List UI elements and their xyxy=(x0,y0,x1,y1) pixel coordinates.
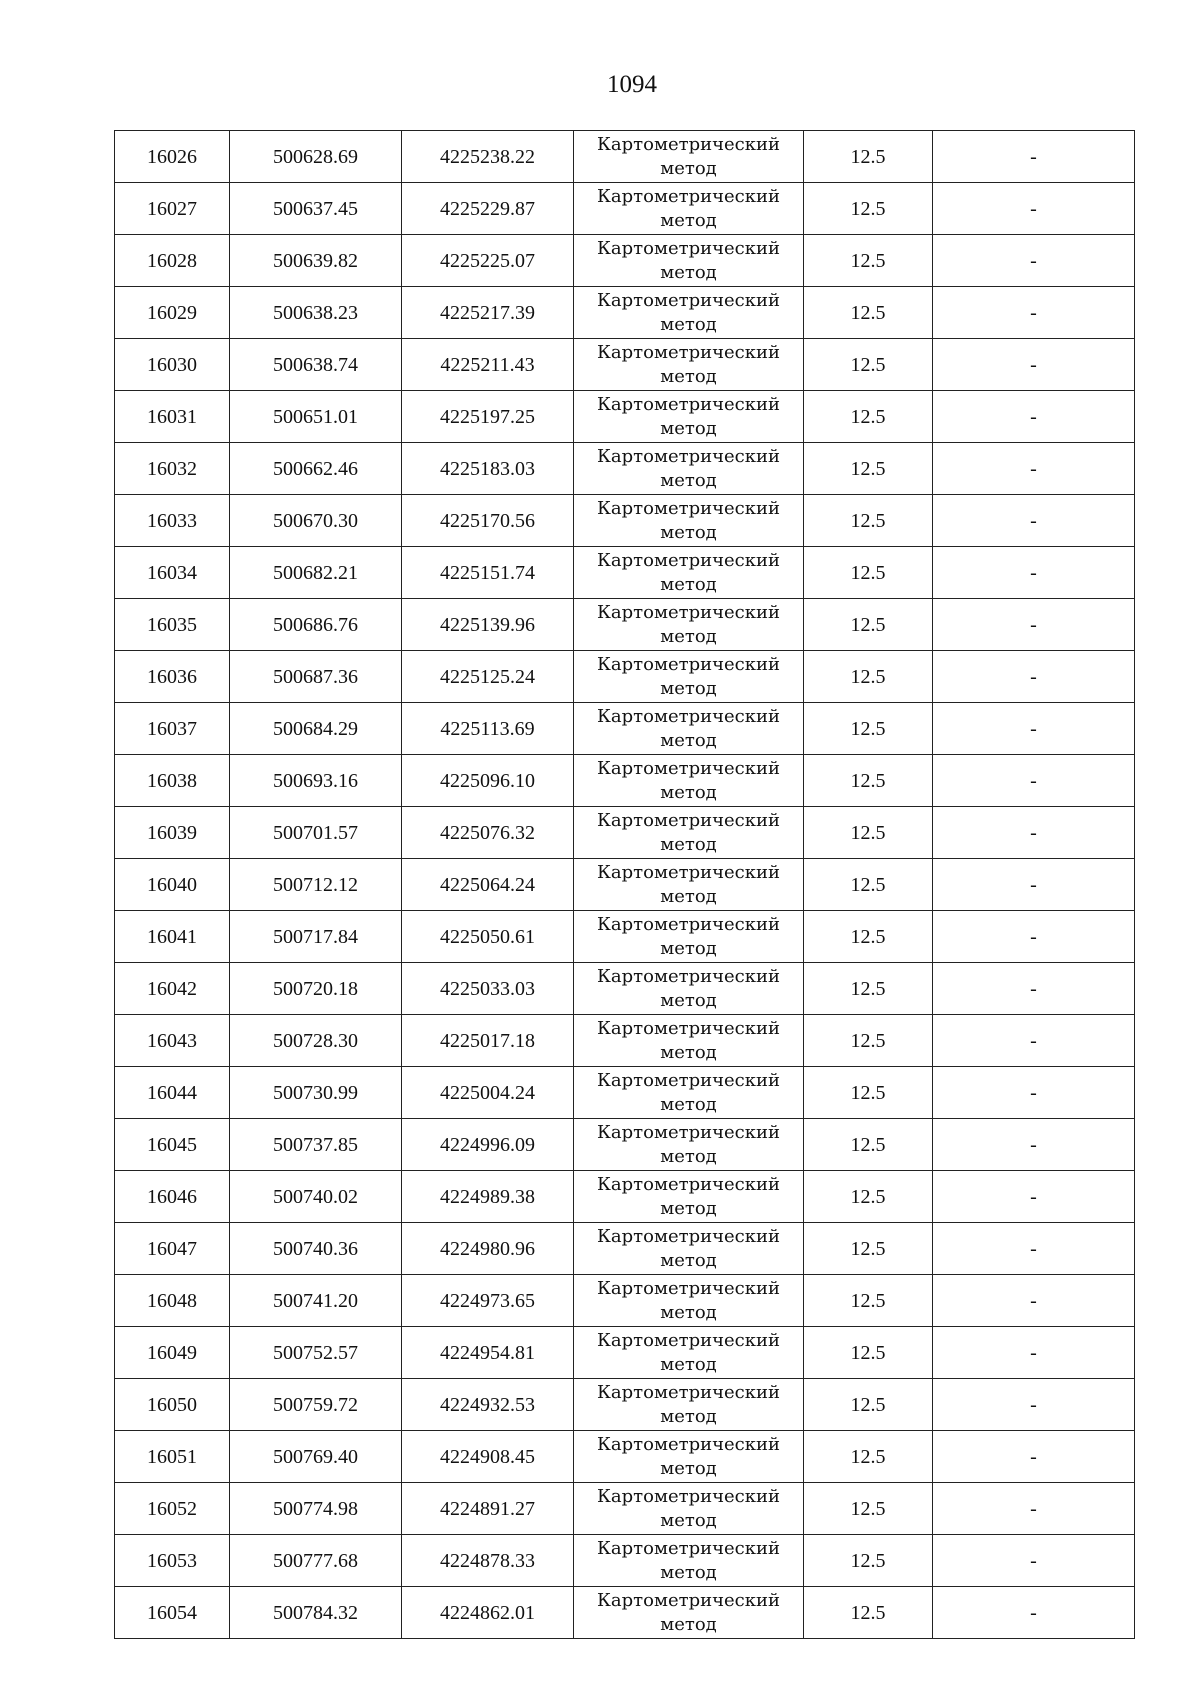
note-cell: - xyxy=(933,1587,1135,1639)
point-id-cell: 16026 xyxy=(115,131,230,183)
note-cell: - xyxy=(933,1483,1135,1535)
method-cell xyxy=(574,1587,804,1639)
accuracy-cell: 12.5 xyxy=(804,391,933,443)
method-cell xyxy=(574,1327,804,1379)
accuracy-cell: 12.5 xyxy=(804,859,933,911)
note-cell: - xyxy=(933,131,1135,183)
y-coordinate-cell: 4225139.96 xyxy=(402,599,574,651)
x-coordinate-cell: 500638.74 xyxy=(230,339,402,391)
note-cell: - xyxy=(933,859,1135,911)
method-cell xyxy=(574,1379,804,1431)
method-cell xyxy=(574,183,804,235)
y-coordinate-cell: 4225238.22 xyxy=(402,131,574,183)
note-cell: - xyxy=(933,1535,1135,1587)
point-id-cell: 16050 xyxy=(115,1379,230,1431)
method-line-1: Картометрический xyxy=(597,602,780,623)
method-line-1: Картометрический xyxy=(597,1070,780,1091)
method-cell xyxy=(574,651,804,703)
accuracy-cell: 12.5 xyxy=(804,1223,933,1275)
method-line-1: Картометрический xyxy=(597,290,780,311)
accuracy-cell: 12.5 xyxy=(804,131,933,183)
point-id-cell: 16027 xyxy=(115,183,230,235)
accuracy-cell: 12.5 xyxy=(804,1275,933,1327)
method-line-1: Картометрический xyxy=(597,1538,780,1559)
x-coordinate-cell: 500784.32 xyxy=(230,1587,402,1639)
table-row xyxy=(115,391,1135,443)
x-coordinate-cell: 500628.69 xyxy=(230,131,402,183)
accuracy-cell: 12.5 xyxy=(804,339,933,391)
point-id-cell: 16045 xyxy=(115,1119,230,1171)
table-row xyxy=(115,1119,1135,1171)
x-coordinate-cell: 500638.23 xyxy=(230,287,402,339)
y-coordinate-cell: 4225096.10 xyxy=(402,755,574,807)
method-line-1: Картометрический xyxy=(597,186,780,207)
note-cell: - xyxy=(933,339,1135,391)
method-line-2: метод xyxy=(660,782,717,803)
method-line-1: Картометрический xyxy=(597,758,780,779)
x-coordinate-cell: 500774.98 xyxy=(230,1483,402,1535)
method-cell xyxy=(574,703,804,755)
method-line-2: метод xyxy=(660,366,717,387)
note-cell: - xyxy=(933,1067,1135,1119)
x-coordinate-cell: 500670.30 xyxy=(230,495,402,547)
y-coordinate-cell: 4225017.18 xyxy=(402,1015,574,1067)
point-id-cell: 16052 xyxy=(115,1483,230,1535)
method-line-1: Картометрический xyxy=(597,706,780,727)
method-line-2: метод xyxy=(660,574,717,595)
x-coordinate-cell: 500769.40 xyxy=(230,1431,402,1483)
note-cell: - xyxy=(933,1275,1135,1327)
method-line-1: Картометрический xyxy=(597,1590,780,1611)
method-line-1: Картометрический xyxy=(597,1330,780,1351)
y-coordinate-cell: 4225004.24 xyxy=(402,1067,574,1119)
note-cell: - xyxy=(933,443,1135,495)
method-line-2: метод xyxy=(660,1614,717,1635)
method-cell xyxy=(574,1067,804,1119)
table-row xyxy=(115,1275,1135,1327)
accuracy-cell: 12.5 xyxy=(804,1379,933,1431)
note-cell: - xyxy=(933,963,1135,1015)
point-id-cell: 16041 xyxy=(115,911,230,963)
accuracy-cell: 12.5 xyxy=(804,1119,933,1171)
x-coordinate-cell: 500777.68 xyxy=(230,1535,402,1587)
y-coordinate-cell: 4224989.38 xyxy=(402,1171,574,1223)
point-id-cell: 16044 xyxy=(115,1067,230,1119)
x-coordinate-cell: 500740.36 xyxy=(230,1223,402,1275)
method-line-2: метод xyxy=(660,1042,717,1063)
point-id-cell: 16049 xyxy=(115,1327,230,1379)
point-id-cell: 16038 xyxy=(115,755,230,807)
method-line-2: метод xyxy=(660,1198,717,1219)
method-line-2: метод xyxy=(660,210,717,231)
x-coordinate-cell: 500728.30 xyxy=(230,1015,402,1067)
point-id-cell: 16051 xyxy=(115,1431,230,1483)
method-cell xyxy=(574,391,804,443)
y-coordinate-cell: 4225225.07 xyxy=(402,235,574,287)
table-row xyxy=(115,1171,1135,1223)
accuracy-cell: 12.5 xyxy=(804,1587,933,1639)
point-id-cell: 16046 xyxy=(115,1171,230,1223)
table-row xyxy=(115,131,1135,183)
method-line-1: Картометрический xyxy=(597,1278,780,1299)
table-row xyxy=(115,703,1135,755)
x-coordinate-cell: 500712.12 xyxy=(230,859,402,911)
table-row xyxy=(115,287,1135,339)
method-line-1: Картометрический xyxy=(597,966,780,987)
method-cell xyxy=(574,547,804,599)
table-row xyxy=(115,1223,1135,1275)
method-cell xyxy=(574,911,804,963)
point-id-cell: 16039 xyxy=(115,807,230,859)
x-coordinate-cell: 500717.84 xyxy=(230,911,402,963)
y-coordinate-cell: 4224908.45 xyxy=(402,1431,574,1483)
x-coordinate-cell: 500637.45 xyxy=(230,183,402,235)
y-coordinate-cell: 4225125.24 xyxy=(402,651,574,703)
method-cell xyxy=(574,495,804,547)
accuracy-cell: 12.5 xyxy=(804,599,933,651)
note-cell: - xyxy=(933,1171,1135,1223)
y-coordinate-cell: 4225211.43 xyxy=(402,339,574,391)
method-cell xyxy=(574,235,804,287)
method-line-1: Картометрический xyxy=(597,446,780,467)
x-coordinate-cell: 500662.46 xyxy=(230,443,402,495)
method-line-1: Картометрический xyxy=(597,342,780,363)
method-line-2: метод xyxy=(660,314,717,335)
x-coordinate-cell: 500682.21 xyxy=(230,547,402,599)
point-id-cell: 16054 xyxy=(115,1587,230,1639)
note-cell: - xyxy=(933,391,1135,443)
method-line-2: метод xyxy=(660,1354,717,1375)
accuracy-cell: 12.5 xyxy=(804,443,933,495)
point-id-cell: 16048 xyxy=(115,1275,230,1327)
point-id-cell: 16034 xyxy=(115,547,230,599)
method-line-1: Картометрический xyxy=(597,914,780,935)
x-coordinate-cell: 500687.36 xyxy=(230,651,402,703)
accuracy-cell: 12.5 xyxy=(804,703,933,755)
note-cell: - xyxy=(933,911,1135,963)
y-coordinate-cell: 4224862.01 xyxy=(402,1587,574,1639)
x-coordinate-cell: 500639.82 xyxy=(230,235,402,287)
accuracy-cell: 12.5 xyxy=(804,547,933,599)
note-cell: - xyxy=(933,755,1135,807)
method-line-2: метод xyxy=(660,1458,717,1479)
table-row xyxy=(115,1067,1135,1119)
y-coordinate-cell: 4225183.03 xyxy=(402,443,574,495)
method-line-1: Картометрический xyxy=(597,1486,780,1507)
method-line-2: метод xyxy=(660,834,717,855)
method-line-2: метод xyxy=(660,1510,717,1531)
method-cell xyxy=(574,1119,804,1171)
y-coordinate-cell: 4225033.03 xyxy=(402,963,574,1015)
note-cell: - xyxy=(933,1223,1135,1275)
accuracy-cell: 12.5 xyxy=(804,183,933,235)
method-line-1: Картометрический xyxy=(597,238,780,259)
x-coordinate-cell: 500752.57 xyxy=(230,1327,402,1379)
point-id-cell: 16036 xyxy=(115,651,230,703)
point-id-cell: 16040 xyxy=(115,859,230,911)
method-line-2: метод xyxy=(660,1302,717,1323)
accuracy-cell: 12.5 xyxy=(804,755,933,807)
y-coordinate-cell: 4225076.32 xyxy=(402,807,574,859)
method-cell xyxy=(574,443,804,495)
x-coordinate-cell: 500737.85 xyxy=(230,1119,402,1171)
method-line-1: Картометрический xyxy=(597,394,780,415)
accuracy-cell: 12.5 xyxy=(804,1171,933,1223)
note-cell: - xyxy=(933,599,1135,651)
table-row xyxy=(115,1327,1135,1379)
x-coordinate-cell: 500730.99 xyxy=(230,1067,402,1119)
method-line-1: Картометрический xyxy=(597,1018,780,1039)
x-coordinate-cell: 500740.02 xyxy=(230,1171,402,1223)
method-cell xyxy=(574,1275,804,1327)
method-line-2: метод xyxy=(660,1146,717,1167)
method-line-2: метод xyxy=(660,730,717,751)
x-coordinate-cell: 500720.18 xyxy=(230,963,402,1015)
method-line-1: Картометрический xyxy=(597,1174,780,1195)
method-line-2: метод xyxy=(660,418,717,439)
method-cell xyxy=(574,131,804,183)
table-row xyxy=(115,183,1135,235)
y-coordinate-cell: 4224954.81 xyxy=(402,1327,574,1379)
method-cell xyxy=(574,1223,804,1275)
method-line-1: Картометрический xyxy=(597,654,780,675)
y-coordinate-cell: 4225064.24 xyxy=(402,859,574,911)
table-row xyxy=(115,1015,1135,1067)
method-line-2: метод xyxy=(660,626,717,647)
note-cell: - xyxy=(933,235,1135,287)
table-row xyxy=(115,443,1135,495)
y-coordinate-cell: 4225050.61 xyxy=(402,911,574,963)
note-cell: - xyxy=(933,807,1135,859)
method-cell xyxy=(574,1171,804,1223)
point-id-cell: 16037 xyxy=(115,703,230,755)
method-line-1: Картометрический xyxy=(597,1382,780,1403)
y-coordinate-cell: 4225113.69 xyxy=(402,703,574,755)
method-line-1: Картометрический xyxy=(597,810,780,831)
method-line-2: метод xyxy=(660,522,717,543)
point-id-cell: 16053 xyxy=(115,1535,230,1587)
method-line-2: метод xyxy=(660,1094,717,1115)
accuracy-cell: 12.5 xyxy=(804,911,933,963)
method-line-1: Картометрический xyxy=(597,1434,780,1455)
y-coordinate-cell: 4224973.65 xyxy=(402,1275,574,1327)
table-row xyxy=(115,1535,1135,1587)
table-row xyxy=(115,599,1135,651)
note-cell: - xyxy=(933,1379,1135,1431)
table-row xyxy=(115,859,1135,911)
method-line-1: Картометрический xyxy=(597,550,780,571)
method-line-2: метод xyxy=(660,678,717,699)
point-id-cell: 16029 xyxy=(115,287,230,339)
coordinates-table xyxy=(114,130,1135,1639)
method-line-1: Картометрический xyxy=(597,134,780,155)
table-row xyxy=(115,807,1135,859)
table-row xyxy=(115,1379,1135,1431)
method-cell xyxy=(574,599,804,651)
note-cell: - xyxy=(933,547,1135,599)
note-cell: - xyxy=(933,183,1135,235)
point-id-cell: 16031 xyxy=(115,391,230,443)
y-coordinate-cell: 4224891.27 xyxy=(402,1483,574,1535)
accuracy-cell: 12.5 xyxy=(804,287,933,339)
y-coordinate-cell: 4225217.39 xyxy=(402,287,574,339)
note-cell: - xyxy=(933,651,1135,703)
accuracy-cell: 12.5 xyxy=(804,807,933,859)
table-row xyxy=(115,1587,1135,1639)
accuracy-cell: 12.5 xyxy=(804,1535,933,1587)
accuracy-cell: 12.5 xyxy=(804,1067,933,1119)
table-row xyxy=(115,1483,1135,1535)
x-coordinate-cell: 500693.16 xyxy=(230,755,402,807)
y-coordinate-cell: 4224996.09 xyxy=(402,1119,574,1171)
method-line-2: метод xyxy=(660,1562,717,1583)
x-coordinate-cell: 500684.29 xyxy=(230,703,402,755)
accuracy-cell: 12.5 xyxy=(804,651,933,703)
point-id-cell: 16043 xyxy=(115,1015,230,1067)
y-coordinate-cell: 4224980.96 xyxy=(402,1223,574,1275)
note-cell: - xyxy=(933,1015,1135,1067)
method-line-2: метод xyxy=(660,262,717,283)
accuracy-cell: 12.5 xyxy=(804,495,933,547)
method-line-2: метод xyxy=(660,158,717,179)
method-cell xyxy=(574,1015,804,1067)
method-line-1: Картометрический xyxy=(597,1122,780,1143)
method-cell xyxy=(574,1483,804,1535)
table-row xyxy=(115,963,1135,1015)
y-coordinate-cell: 4225197.25 xyxy=(402,391,574,443)
point-id-cell: 16028 xyxy=(115,235,230,287)
accuracy-cell: 12.5 xyxy=(804,1483,933,1535)
y-coordinate-cell: 4224878.33 xyxy=(402,1535,574,1587)
method-cell xyxy=(574,807,804,859)
accuracy-cell: 12.5 xyxy=(804,963,933,1015)
method-cell xyxy=(574,339,804,391)
note-cell: - xyxy=(933,1119,1135,1171)
method-cell xyxy=(574,963,804,1015)
method-cell xyxy=(574,1535,804,1587)
method-line-2: метод xyxy=(660,470,717,491)
note-cell: - xyxy=(933,1431,1135,1483)
point-id-cell: 16032 xyxy=(115,443,230,495)
accuracy-cell: 12.5 xyxy=(804,1431,933,1483)
method-line-1: Картометрический xyxy=(597,862,780,883)
point-id-cell: 16035 xyxy=(115,599,230,651)
x-coordinate-cell: 500686.76 xyxy=(230,599,402,651)
method-line-1: Картометрический xyxy=(597,1226,780,1247)
table-row xyxy=(115,547,1135,599)
note-cell: - xyxy=(933,495,1135,547)
method-cell xyxy=(574,755,804,807)
table-row xyxy=(115,339,1135,391)
table-row xyxy=(115,755,1135,807)
method-cell xyxy=(574,287,804,339)
method-line-2: метод xyxy=(660,1406,717,1427)
method-line-1: Картометрический xyxy=(597,498,780,519)
method-line-2: метод xyxy=(660,886,717,907)
y-coordinate-cell: 4225151.74 xyxy=(402,547,574,599)
x-coordinate-cell: 500759.72 xyxy=(230,1379,402,1431)
point-id-cell: 16047 xyxy=(115,1223,230,1275)
table-row xyxy=(115,235,1135,287)
method-line-2: метод xyxy=(660,990,717,1011)
x-coordinate-cell: 500701.57 xyxy=(230,807,402,859)
table-row xyxy=(115,651,1135,703)
point-id-cell: 16030 xyxy=(115,339,230,391)
page-number: 1094 xyxy=(607,71,657,98)
accuracy-cell: 12.5 xyxy=(804,1015,933,1067)
table-row xyxy=(115,911,1135,963)
point-id-cell: 16033 xyxy=(115,495,230,547)
method-cell xyxy=(574,859,804,911)
method-cell xyxy=(574,1431,804,1483)
note-cell: - xyxy=(933,703,1135,755)
method-line-2: метод xyxy=(660,938,717,959)
x-coordinate-cell: 500741.20 xyxy=(230,1275,402,1327)
point-id-cell: 16042 xyxy=(115,963,230,1015)
accuracy-cell: 12.5 xyxy=(804,235,933,287)
x-coordinate-cell: 500651.01 xyxy=(230,391,402,443)
y-coordinate-cell: 4225229.87 xyxy=(402,183,574,235)
coordinates-table-body xyxy=(115,131,1135,1639)
y-coordinate-cell: 4225170.56 xyxy=(402,495,574,547)
y-coordinate-cell: 4224932.53 xyxy=(402,1379,574,1431)
table-row xyxy=(115,495,1135,547)
note-cell: - xyxy=(933,1327,1135,1379)
note-cell: - xyxy=(933,287,1135,339)
method-line-2: метод xyxy=(660,1250,717,1271)
table-row xyxy=(115,1431,1135,1483)
accuracy-cell: 12.5 xyxy=(804,1327,933,1379)
